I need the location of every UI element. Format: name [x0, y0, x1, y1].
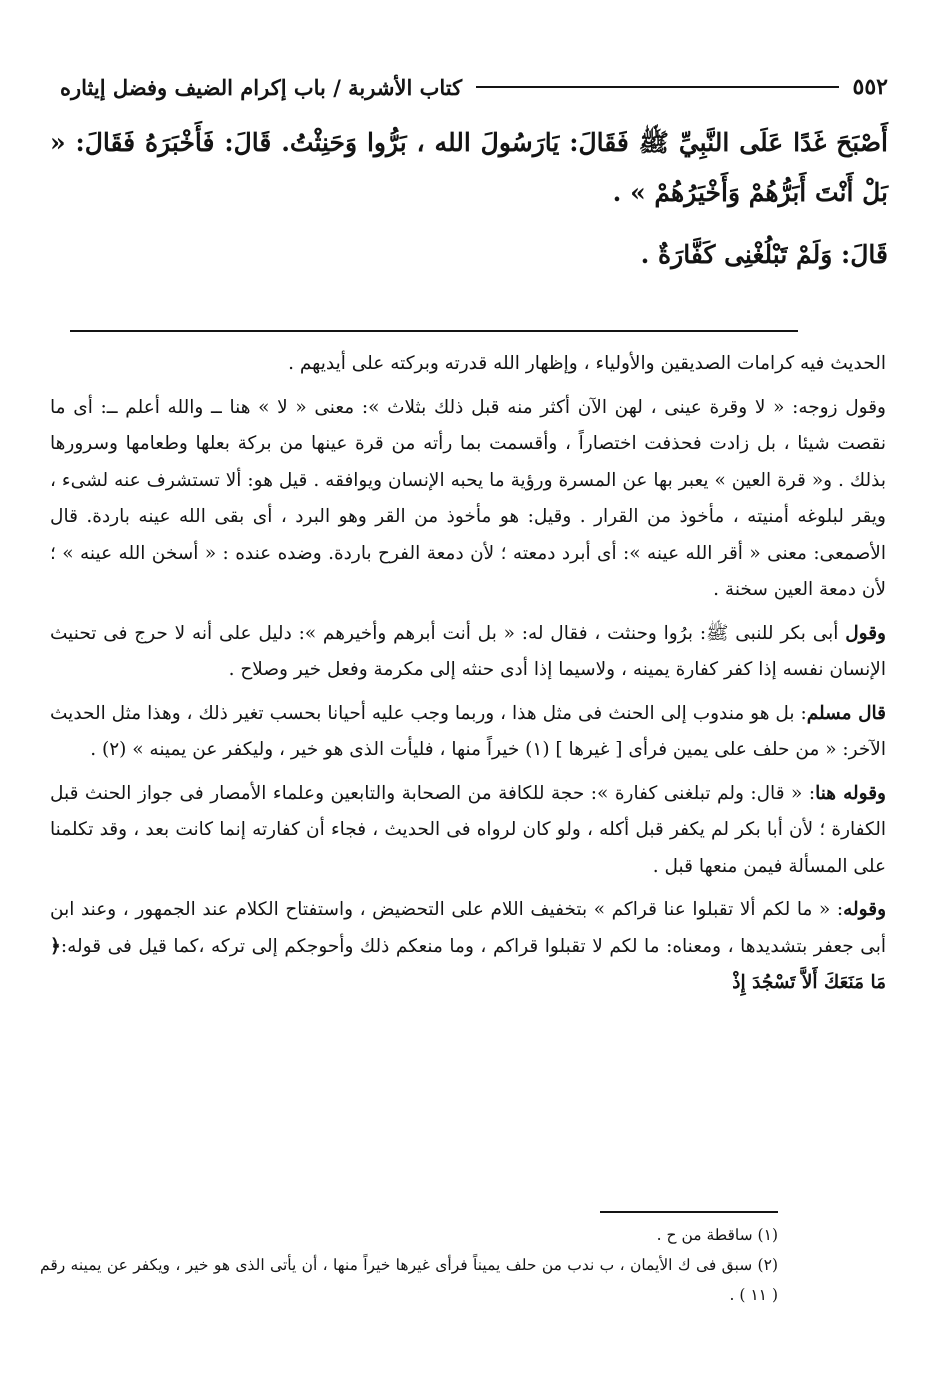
- commentary-paragraph: [50, 616, 886, 689]
- header-rule: [476, 86, 838, 88]
- hadith-text: [50, 118, 888, 280]
- commentary-paragraph: [50, 892, 886, 1002]
- paragraph-lead: وقوله: [843, 899, 886, 920]
- footnote-divider: [600, 1211, 778, 1213]
- paragraph-body: : بل هو مندوب إلى الحنث فى مثل هذا ، وربما وجب عليه أحيانا بحسب تغير ذلك ، وهذا مثل الحديث الآخر: « من حلف على يمين فرأى [ غيرها ] (١) خيراً منها ، فليأت الذى هو خير ، وليكفر عن يمينه » (٢) .: [50, 702, 886, 760]
- running-title: كتاب الأشربة / باب إكرام الضيف وفضل إيثاره: [60, 74, 463, 100]
- paragraph-lead: قال مسلم: [806, 702, 886, 724]
- footnote: (٢) سبق فى ك الأيمان ، ب ندب من حلف يميناً فرأى غيرها خيراً منها ، أن يأتى الذى هو خير ، ويكفر عن يمينه رقم ( ١١ ) .: [40, 1256, 778, 1304]
- commentary-paragraph: وقول زوجه: « لا وقرة عينى ، لهن الآن أكثر منه قبل ذلك بثلاث »: معنى « لا » هنا ــ والله أعلم ــ: أى ما نقصت شيئا ، بل زادت فحذفت اختصاراً ، وأقسمت بما رأته من قرة عينها من بركة بعلها وطعامها وسرورها بذلك . و« قرة العين » يعبر بها عن المسرة ورؤية ما يحبه الإنسان ويوافقه . قيل هو: ألا تستشرف عنه لشىء ، ويقر لبلوغه أمنيته ، مأخوذ من القرار . وقيل: هو مأخوذ من القر وهو البرد ، أى بقى الله عينه باردة. قال الأصمعى: معنى « أقر الله عينه »: أى أبرد دمعته ؛ لأن دمعة الفرح باردة. وضده عنده : « أسخن الله عينه » ؛ لأن دمعة العين سخنة .: [50, 396, 886, 600]
- section-divider: [70, 330, 798, 332]
- commentary-paragraph: [50, 696, 886, 769]
- paragraph-body: أبى بكر للنبى ﷺ: برُوا وحنثت ، فقال له: « بل أنت أبرهم وأخيرهم »: دليل على أنه لا حرج فى تحنيث الإنسان نفسه إذا كفر كفارة يمينه ، ولاسيما إذا أدى حنثه إلى مكرمة وفعل خير وصلاح .: [50, 622, 886, 680]
- commentary-text: [50, 346, 886, 1009]
- running-header: [60, 70, 888, 104]
- footnote: (١) ساقطة من ح .: [656, 1226, 778, 1244]
- paragraph-lead: وقول: [845, 622, 886, 644]
- commentary-paragraph: الحديث فيه كرامات الصديقين والأولياء ، وإظهار الله قدرته وبركته على أيديهم .: [288, 353, 886, 374]
- commentary-paragraph: [50, 776, 886, 886]
- paragraph-body: : « ما لكم ألا تقبلوا عنا قراكم » بتخفيف اللام على التحضيض ، واستفتاح الكلام عند الجمهور ، وعند ابن أبى جعفر بتشديدها ، ومعناه: ما لكم لا تقبلوا قراكم ، وما منعكم ذلك وأحوجكم إلى تركه ،كما قيل فى قوله:: [50, 899, 886, 957]
- paragraph-lead: وقوله هنا: [815, 782, 886, 804]
- paragraph-body: : « قال: ولم تبلغنى كفارة »: حجة للكافة من الصحابة والتابعين وعلماء الأمصار فى جواز الحنث قبل الكفارة ؛ لأن أبا بكر لم يكفر قبل أكله ، ولو كان لرواه فى الحديث ، فجاء أن كفارته إنما كانت بعد ، وقد تكلمنا على المسألة فيمن منعها قبل .: [50, 782, 886, 877]
- quran-quote: ﴿ مَا مَنَعَكَ أَلاَّ تَسْجُدَ إِذْ: [50, 935, 886, 993]
- footnotes: [40, 1220, 778, 1310]
- hadith-line: قَالَ: وَلَمْ تَبْلُغْنِى كَفَّارَةٌ .: [640, 240, 888, 269]
- page-number: ٥٥٢: [852, 74, 888, 100]
- hadith-line: أَصْبَحَ غَدًا عَلَى النَّبِيِّ ﷺ فَقَالَ: يَارَسُولَ الله ، بَرُّوا وَحَنِثْتُ. قَالَ: فَأَخْبَرَهُ فَقَالَ: « بَلْ أَنْتَ أَبَرُّهُمْ وَأَخْيَرُهُمْ » .: [50, 128, 888, 207]
